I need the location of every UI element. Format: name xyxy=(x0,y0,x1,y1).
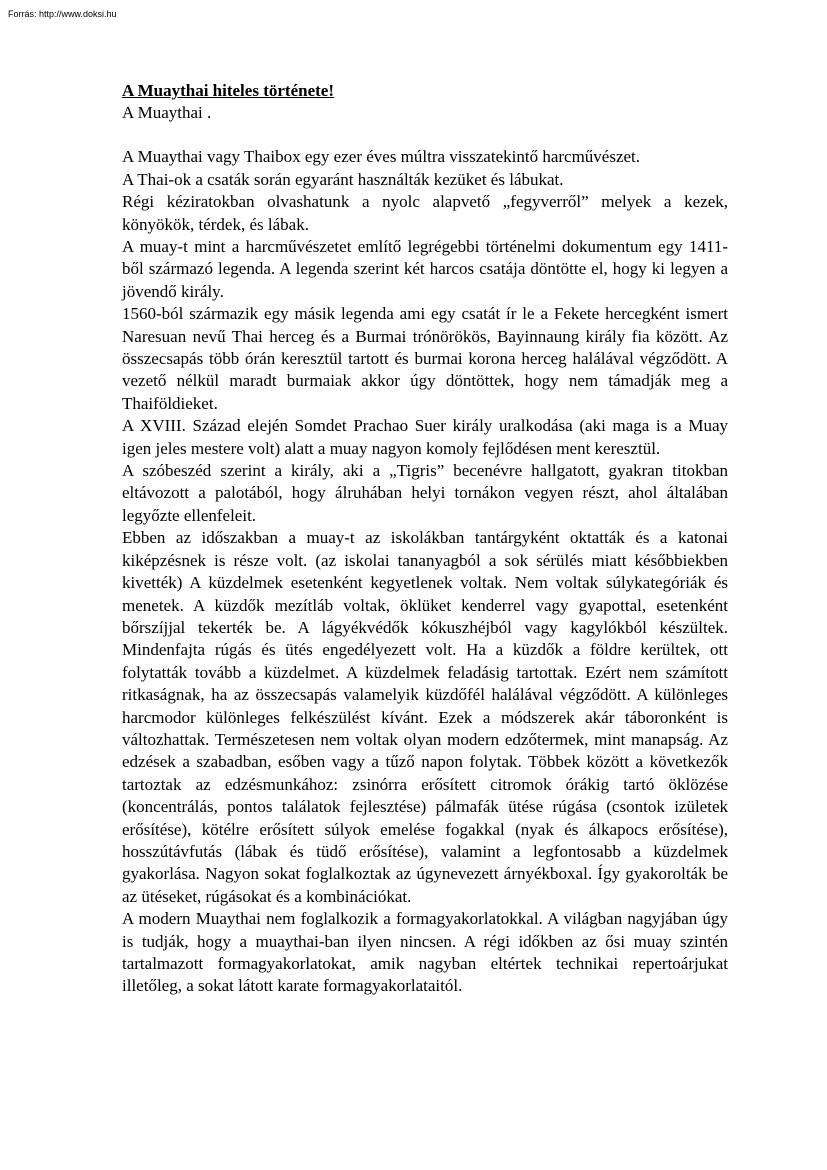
paragraph: A modern Muaythai nem foglalkozik a formagyakorlatokkal. A világban nagyjában úgy is tudják, hogy a muaythai-ban ilyen nincsen. A régi időkben az ősi muay szintén tartalmazott formagyakorlatokat, amik nagyban eltértek technikai repertoárjukat illetőleg, a sokat látott karate formagyakorlataitól. xyxy=(122,909,728,996)
paragraph: A muay-t mint a harcművészetet említő legrégebbi történelmi dokumentum egy 1411-ből származó legenda. A legenda szerint két harcos csatája döntötte el, hogy ki legyen a jövendő király. xyxy=(122,237,728,301)
source-note: Forrás: http://www.doksi.hu xyxy=(8,9,117,19)
paragraph: 1560-ból származik egy másik legenda ami egy csatát ír le a Fekete hercegként ismert Naresuan nevű Thai herceg és a Burmai trónörökös, Bayinnaung király fia között. Az összecsapás több órán keresztül tartott és burmai korona herceg halálával végződött. A vezető nélkül maradt burmaiak akkor úgy döntöttek, hogy nem támadják meg a Thaiföldieket. xyxy=(122,304,728,413)
paragraph: A XVIII. Század elején Somdet Prachao Suer király uralkodása (aki maga is a Muay igen jeles mestere volt) alatt a muay nagyon komoly fejlődésen ment keresztül. xyxy=(122,416,728,458)
paragraph: A Muaythai vagy Thaibox egy ezer éves múltra visszatekintő harcművészet. xyxy=(122,147,641,167)
paragraph: A szóbeszéd szerint a király, aki a „Tigris” becenévre hallgatott, gyakran titokban eltávozott a palotából, hogy álruhában helyi tornákon vegyen részt, ahol általában legyőzte ellenfeleit. xyxy=(122,461,728,525)
blank-line xyxy=(122,124,728,146)
document-body xyxy=(122,80,728,998)
paragraph: A Thai-ok a csaták során egyaránt használták kezüket és lábukat. xyxy=(122,169,564,189)
paragraph: Ebben az időszakban a muay-t az iskolákban tantárgyként oktatták és a katonai kiképzésnek is része volt. (az iskolai tananyagból a sok sérülés miatt későbbiekben kivették) A küzdelmek esetenként kegyetlenek voltak. Nem voltak súlykategóriák és menetek. A küzdők mezítláb voltak, öklüket kenderrel vagy gyapottal, esetenként bőrszíjjal tekerték be. A lágyékvédők kókuszhéjból vagy kagylókból készültek. Mindenfajta rúgás és ütés engedélyezett volt. Ha a küzdők a földre kerültek, ott folytatták tovább a küzdelmet. A küzdelmek feladásig tartottak. Ezért nem számított ritkaságnak, ha az összecsapás valamelyik küzdőfél halálával végződött. A különleges harcmodor különleges felkészülést kívánt. Ezek a módszerek akár táboronként is változhattak. Természetesen nem voltak olyan modern edzőtermek, mint manapság. Az edzések a szabadban, esőben vagy a tűző napon folytak. Többek között a következők tartoztak az edzésmunkához: zsinórra erősített citromok órákig tartó öklözése (koncentrálás, pontos találatok fejlesztése) pálmafák ütése rúgása (csontok izületek erősítése), kötélre erősített súlyok emelése fogakkal (nyak és álkapocs erősítése), hosszútávfutás (lábak és tüdő erősítése), valamint a legfontosabb a küzdelmek gyakorlása. Nagyon sokat foglalkoztak az úgynevezett árnyékboxal. Így gyakorolták be az ütéseket, rúgásokat és a kombinációkat. xyxy=(122,528,728,906)
document-subtitle: A Muaythai . xyxy=(122,103,212,122)
paragraph: Régi kéziratokban olvashatunk a nyolc alapvető „fegyverről” melyek a kezek, könyökök, térdek, és lábak. xyxy=(122,192,728,234)
document-title: A Muaythai hiteles története! xyxy=(122,81,334,100)
